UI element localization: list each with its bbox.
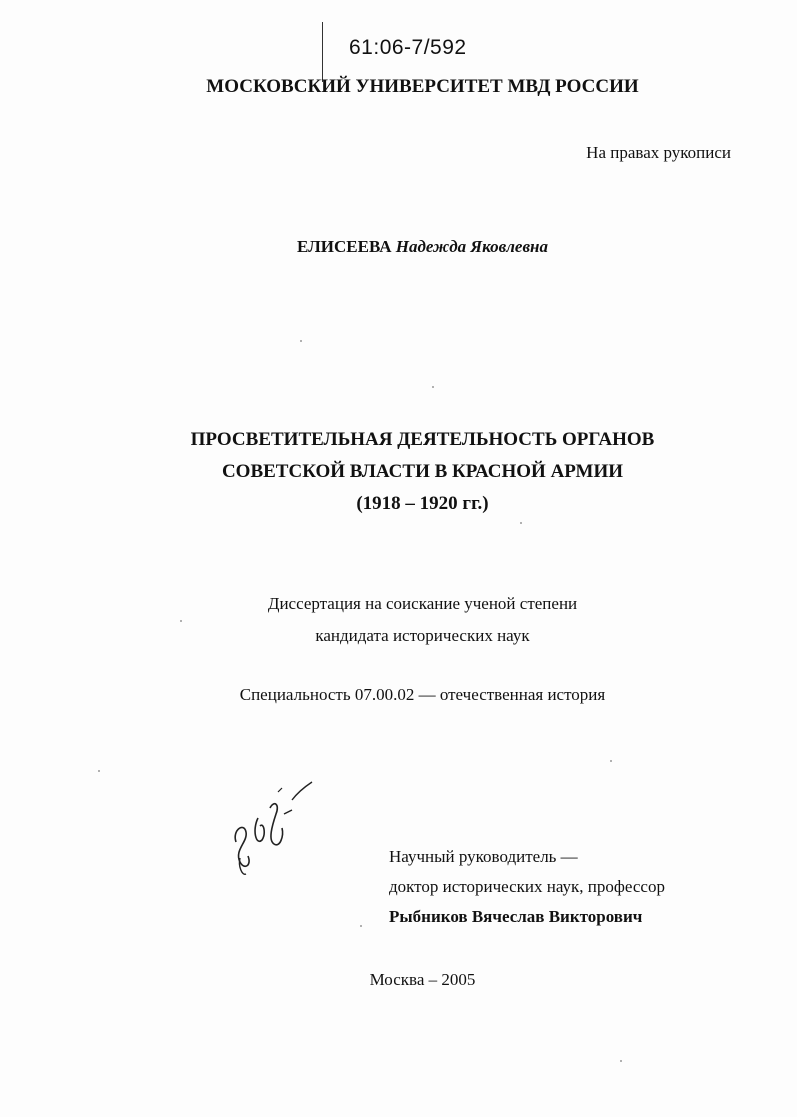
rights-notice: На правах рукописи xyxy=(586,143,731,162)
scan-speck xyxy=(620,1060,622,1062)
supervisor-credentials: доктор исторических наук, профессор xyxy=(389,877,665,896)
scan-margin-line xyxy=(322,22,323,82)
scan-speck xyxy=(98,770,100,772)
author-given-names: Надежда Яковлевна xyxy=(395,237,548,256)
dissertation-title xyxy=(0,424,797,520)
catalog-number: 61:06-7/592 xyxy=(349,36,467,59)
author-name xyxy=(0,237,797,257)
scan-speck xyxy=(610,760,612,762)
supervisor-block xyxy=(389,842,665,932)
supervisor-role: Научный руководитель — xyxy=(389,847,578,866)
institution-name: МОСКОВСКИЙ УНИВЕРСИТЕТ МВД РОССИИ xyxy=(206,76,639,97)
degree-line-1: Диссертация на соискание ученой степени xyxy=(267,594,578,613)
scan-speck xyxy=(520,522,522,524)
scan-speck xyxy=(300,340,302,342)
author-surname: ЕЛИСЕЕВА xyxy=(297,237,392,256)
scan-speck xyxy=(360,925,362,927)
title-years: (1918 – 1920 гг.) xyxy=(356,493,489,514)
title-line-2: СОВЕТСКОЙ ВЛАСТИ В КРАСНОЙ АРМИИ xyxy=(221,461,624,482)
city-year: Москва – 2005 xyxy=(369,970,476,989)
degree-statement xyxy=(0,588,797,652)
specialty: Специальность 07.00.02 — отечественная история xyxy=(239,685,606,704)
scan-speck xyxy=(432,386,434,388)
title-line-1: ПРОСВЕТИТЕЛЬНАЯ ДЕЯТЕЛЬНОСТЬ ОРГАНОВ xyxy=(190,429,655,450)
handwritten-signature xyxy=(222,770,322,880)
scan-speck xyxy=(180,620,182,622)
degree-line-2: кандидата исторических наук xyxy=(315,626,530,645)
supervisor-name: Рыбников Вячеслав Викторович xyxy=(389,907,643,926)
